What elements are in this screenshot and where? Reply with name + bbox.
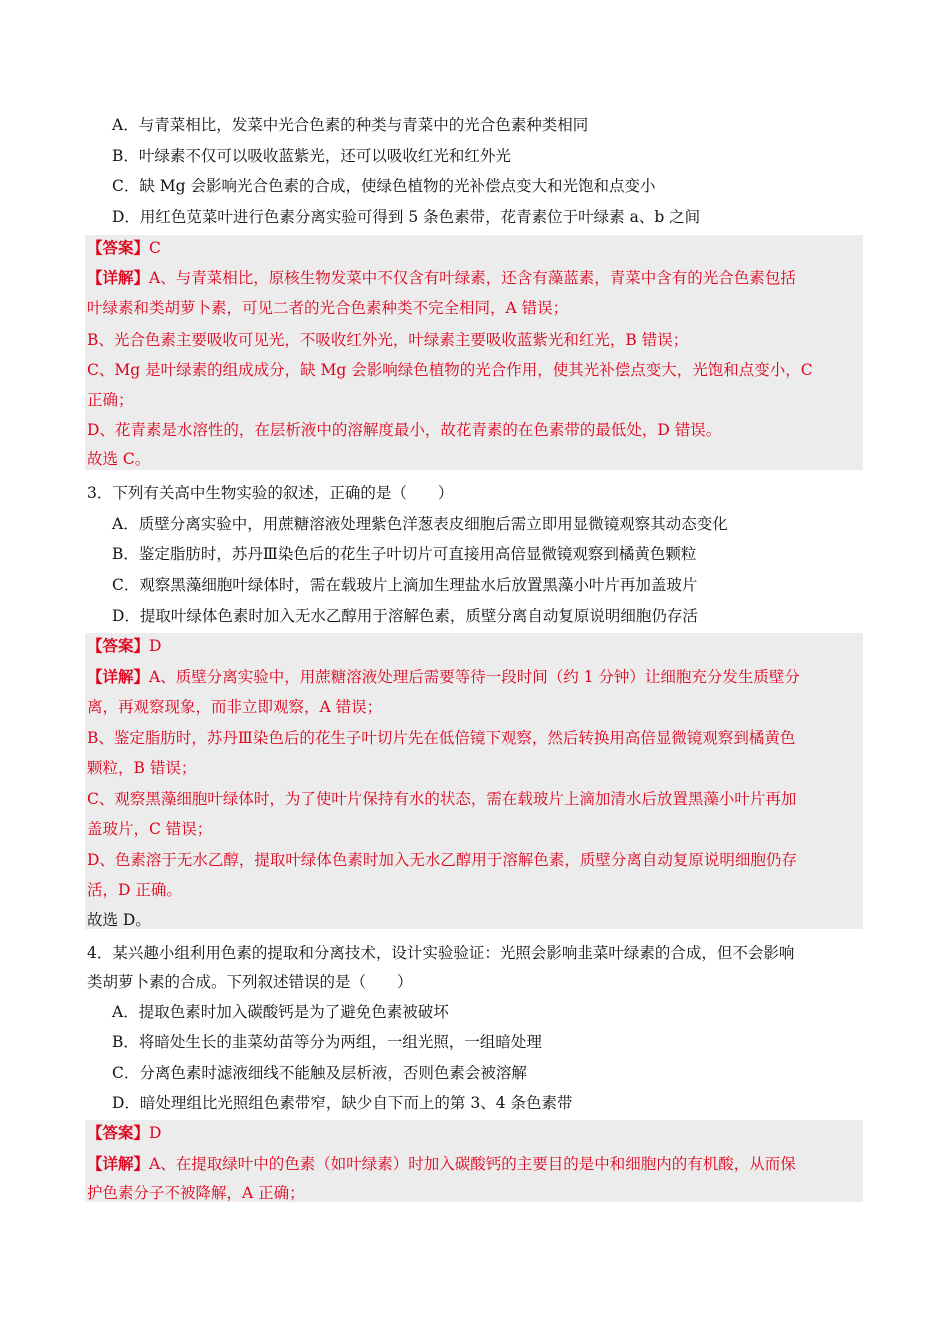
q4-option-c: C．分离色素时滤液细线不能触及层析液，否则色素会被溶解 xyxy=(112,1064,527,1082)
explain-text: A、质壁分离实验中，用蔗糖溶液处理后需要等待一段时间（约 1 分钟）让细胞充分发生质壁分 xyxy=(149,668,800,686)
q3-answer-line xyxy=(87,636,161,656)
q3-explain-line-7: D、色素溶于无水乙醇，提取叶绿体色素时加入无水乙醇用于溶解色素，质壁分离自动复原说明细胞仍存 xyxy=(87,851,797,869)
q3-explain-line-4: 颗粒，B 错误； xyxy=(87,759,197,777)
q3-explain-line-2: 离，再观察现象，而非立即观察，A 错误； xyxy=(87,698,383,716)
q2-explain-line-3: B、光合色素主要吸收可见光，不吸收红外光，叶绿素主要吸收蓝紫光和红光，B 错误； xyxy=(87,331,689,349)
q3-option-d: D．提取叶绿体色素时加入无水乙醇用于溶解色素，质壁分离自动复原说明细胞仍存活 xyxy=(112,607,698,625)
q3-explain-line-8: 活，D 正确。 xyxy=(87,881,182,899)
q2-explain-line-1 xyxy=(87,268,796,288)
q3-explain-line-5: C、观察黑藻细胞叶绿体时，为了使叶片保持有水的状态，需在载玻片上滴加清水后放置黑藻小叶片再加 xyxy=(87,790,797,808)
q3-explain-line-1 xyxy=(87,667,800,687)
q4-option-b: B．将暗处生长的韭菜幼苗等分为两组，一组光照，一组暗处理 xyxy=(112,1033,542,1051)
q2-explain-line-5: 正确； xyxy=(87,391,134,409)
explain-tag: 【详解】 xyxy=(87,268,150,287)
q3-explain-line-3: B、鉴定脂肪时，苏丹Ⅲ染色后的花生子叶切片先在低倍镜下观察，然后转换用高倍显微镜观察到橘黄色 xyxy=(87,729,796,747)
q4-stem-line-2: 类胡萝卜素的合成。下列叙述错误的是（ ） xyxy=(87,973,413,991)
answer-value: C xyxy=(149,239,161,257)
q3-stem: 3．下列有关高中生物实验的叙述，正确的是（ ） xyxy=(87,484,454,502)
q2-explain-line-2: 叶绿素和类胡萝卜素，可见二者的光合色素种类不完全相同，A 错误； xyxy=(87,299,569,317)
answer-tag: 【答案】 xyxy=(87,238,150,257)
q2-answer-line xyxy=(87,238,161,258)
explain-text: A、在提取绿叶中的色素（如叶绿素）时加入碳酸钙的主要目的是中和细胞内的有机酸，从而保 xyxy=(149,1155,796,1173)
q4-answer-line xyxy=(87,1123,161,1143)
q3-option-a: A．质壁分离实验中，用蔗糖溶液处理紫色洋葱表皮细胞后需立即用显微镜观察其动态变化 xyxy=(112,515,728,533)
q3-conclusion: 故选 D。 xyxy=(87,911,151,929)
q2-option-c: C．缺 Mg 会影响光合色素的合成，使绿色植物的光补偿点变大和光饱和点变小 xyxy=(112,177,656,195)
q4-explain-line-1 xyxy=(87,1154,796,1174)
q3-option-c: C．观察黑藻细胞叶绿体时，需在载玻片上滴加生理盐水后放置黑藻小叶片再加盖玻片 xyxy=(112,576,698,594)
q2-option-a: A．与青菜相比，发菜中光合色素的种类与青菜中的光合色素种类相同 xyxy=(112,116,589,134)
q3-option-b: B．鉴定脂肪时，苏丹Ⅲ染色后的花生子叶切片可直接用高倍显微镜观察到橘黄色颗粒 xyxy=(112,545,697,563)
q2-option-d: D．用红色苋菜叶进行色素分离实验可得到 5 条色素带，花青素位于叶绿素 a、b 之间 xyxy=(112,208,701,226)
q4-stem-line-1: 4．某兴趣小组利用色素的提取和分离技术，设计实验验证：光照会影响韭菜叶绿素的合成，但不会影响 xyxy=(87,944,795,962)
answer-tag: 【答案】 xyxy=(87,1123,150,1142)
q2-explain-line-4: C、Mg 是叶绿素的组成成分，缺 Mg 会影响绿色植物的光合作用，使其光补偿点变大，光饱和点变小，C xyxy=(87,361,813,379)
explain-tag: 【详解】 xyxy=(87,1154,150,1173)
answer-value: D xyxy=(149,637,162,655)
explain-tag: 【详解】 xyxy=(87,667,150,686)
answer-tag: 【答案】 xyxy=(87,636,150,655)
q4-explain-line-2: 护色素分子不被降解，A 正确； xyxy=(87,1184,305,1202)
q2-option-b: B．叶绿素不仅可以吸收蓝紫光，还可以吸收红光和红外光 xyxy=(112,147,511,165)
q4-option-d: D．暗处理组比光照组色素带窄，缺少自下而上的第 3、4 条色素带 xyxy=(112,1094,573,1112)
q4-option-a: A．提取色素时加入碳酸钙是为了避免色素被破坏 xyxy=(112,1003,449,1021)
explain-text: A、与青菜相比，原核生物发菜中不仅含有叶绿素，还含有藻蓝素，青菜中含有的光合色素包括 xyxy=(149,269,796,287)
q2-explain-line-6: D、花青素是水溶性的，在层析液中的溶解度最小，故花青素的在色素带的最低处，D 错误。 xyxy=(87,421,722,439)
answer-value: D xyxy=(149,1124,162,1142)
q3-explain-line-6: 盖玻片，C 错误； xyxy=(87,820,213,838)
q2-conclusion: 故选 C。 xyxy=(87,450,151,468)
